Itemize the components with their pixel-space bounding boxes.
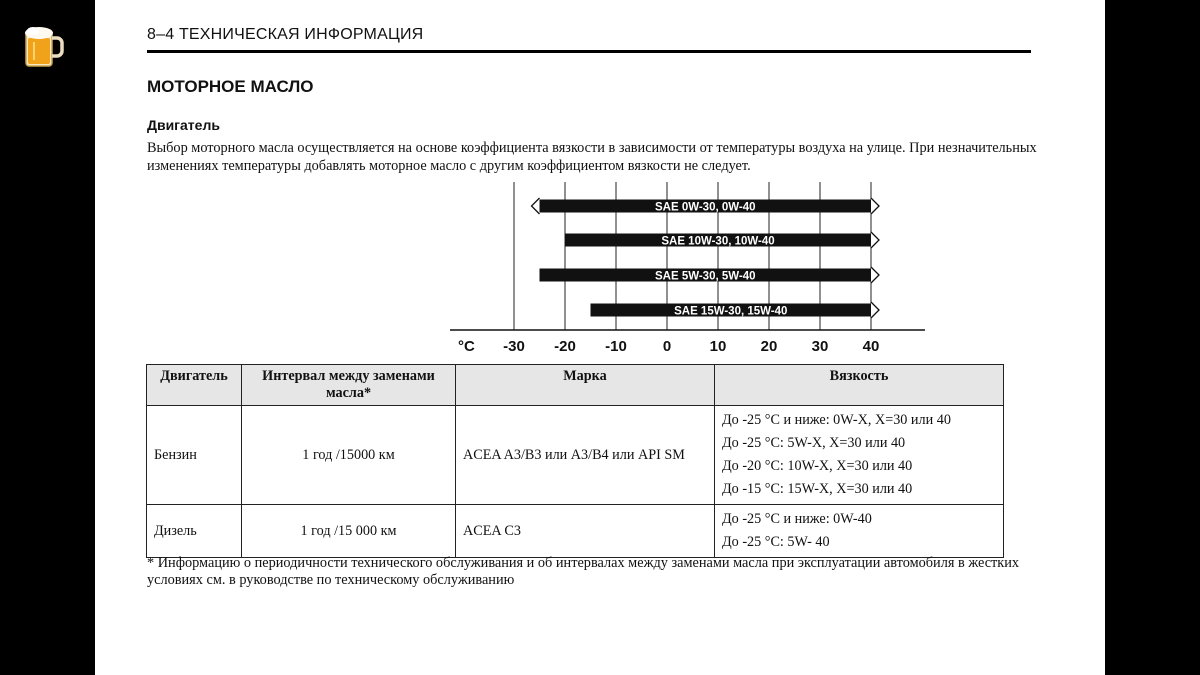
tick-label: 20 bbox=[760, 338, 778, 355]
cell-interval: 1 год /15 000 км bbox=[242, 505, 456, 558]
header-rule bbox=[147, 50, 1031, 53]
intro-paragraph: Выбор моторного масла осуществляется на основе коэффициента вязкости в зависимости от температуры воздуха на улице. При незначительных изменениях температуры добавлять моторное масло с другим коэффициентом вязкости не следует. bbox=[147, 140, 1037, 174]
footnote: * Информацию о периодичности технического обслуживания и об интервалах между заменами масла при эксплуатации автомобиля в жестких условиях см. в руководстве по техническому обслуживанию bbox=[147, 555, 1020, 588]
oil-spec-table bbox=[146, 364, 1004, 558]
table-row bbox=[147, 406, 1004, 505]
viscosity-line: До -25 °C и ниже: 0W-X, X=30 или 40 bbox=[722, 412, 951, 428]
range-arrow-right bbox=[871, 267, 879, 283]
cell-engine: Бензин bbox=[147, 406, 242, 505]
range-bar-label: SAE 0W-30, 0W-40 bbox=[654, 201, 756, 214]
viscosity-line: До -25 °C: 5W-X, X=30 или 40 bbox=[722, 435, 906, 451]
range-arrow-right bbox=[871, 198, 879, 214]
page-header: 8–4 ТЕХНИЧЕСКАЯ ИНФОРМАЦИЯ bbox=[147, 26, 424, 43]
cell-brand: ACEA A3/B3 или A3/B4 или API SM bbox=[456, 406, 715, 505]
viscosity-line: До -15 °C: 15W-X, X=30 или 40 bbox=[722, 481, 913, 497]
cell-interval: 1 год /15000 км bbox=[242, 406, 456, 505]
viscosity-line: До -25 °C: 5W- 40 bbox=[722, 534, 830, 550]
range-bar-label: SAE 10W-30, 10W-40 bbox=[661, 235, 775, 248]
range-arrow-left bbox=[532, 198, 540, 214]
document-page bbox=[95, 0, 1105, 675]
tick-label: 30 bbox=[811, 338, 829, 355]
col-header-engine: Двигатель bbox=[147, 365, 242, 406]
cell-engine: Дизель bbox=[147, 505, 242, 558]
beer-mug-icon[interactable] bbox=[22, 24, 64, 70]
tick-label: 0 bbox=[662, 338, 672, 355]
range-arrow-right bbox=[871, 232, 879, 248]
viscosity-line: До -20 °C: 10W-X, X=30 или 40 bbox=[722, 458, 913, 474]
table-row bbox=[147, 505, 1004, 558]
viscosity-line: До -25 °C и ниже: 0W-40 bbox=[722, 511, 872, 527]
tick-label: 10 bbox=[709, 338, 727, 355]
tick-label: -20 bbox=[554, 338, 576, 355]
col-header-viscosity: Вязкость bbox=[715, 365, 1004, 406]
range-bar-label: SAE 15W-30, 15W-40 bbox=[674, 305, 788, 318]
x-axis-unit-label: °C bbox=[458, 338, 475, 355]
viscosity-temperature-chart bbox=[350, 180, 930, 360]
table-header-row bbox=[147, 365, 1004, 406]
col-header-brand: Марка bbox=[456, 365, 715, 406]
section-title: МОТОРНОЕ МАСЛО bbox=[147, 77, 314, 96]
tick-label: -10 bbox=[605, 338, 627, 355]
tick-label: 40 bbox=[862, 338, 880, 355]
col-header-interval: Интервал между заменами масла* bbox=[242, 365, 456, 406]
tick-label: -30 bbox=[503, 338, 525, 355]
range-bar-label: SAE 5W-30, 5W-40 bbox=[654, 270, 756, 283]
range-arrow-right bbox=[871, 302, 879, 318]
cell-viscosity bbox=[715, 406, 1004, 505]
cell-viscosity bbox=[715, 505, 1004, 558]
cell-brand: ACEA C3 bbox=[456, 505, 715, 558]
subsection-title: Двигатель bbox=[147, 117, 220, 133]
